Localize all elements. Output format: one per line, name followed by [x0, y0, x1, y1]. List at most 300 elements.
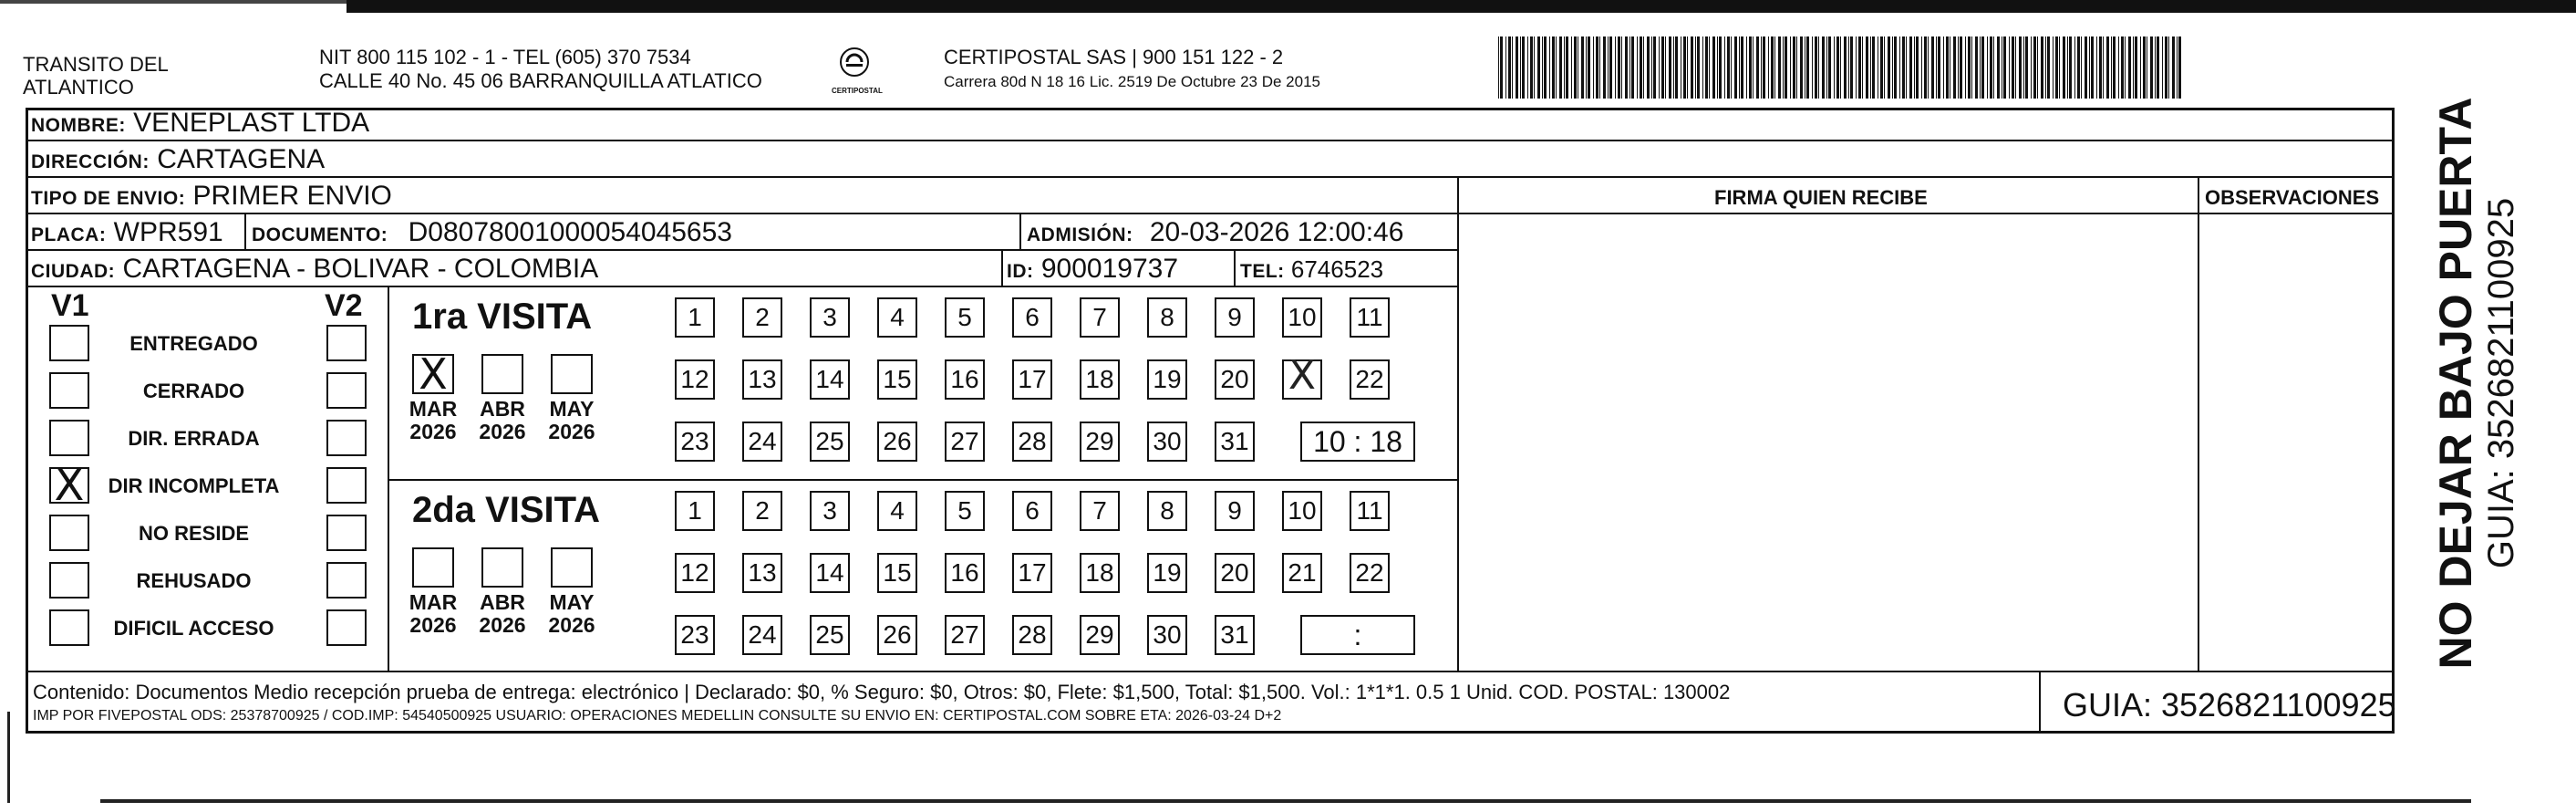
visit2-day-box[interactable]: 16	[945, 553, 985, 593]
barcode-bar	[1498, 36, 1499, 99]
barcode-bar	[2015, 36, 2016, 99]
placa-label: PLACA:	[31, 224, 107, 245]
divider-id	[1001, 249, 1003, 286]
visit1-day-box[interactable]: 13	[742, 359, 782, 400]
barcode-bar	[1862, 36, 1863, 99]
visit2-day-box[interactable]: 24	[742, 615, 782, 655]
id-label: ID:	[1007, 261, 1034, 282]
barcode-bar	[1790, 36, 1791, 99]
scan-edge-bottom	[100, 799, 2471, 803]
barcode-bar	[1836, 36, 1839, 99]
barcode-bar	[2165, 36, 2167, 99]
visit2-day-box[interactable]: 23	[675, 615, 715, 655]
visit2-day-box[interactable]: 1	[675, 491, 715, 531]
visit2-day-box[interactable]: 22	[1350, 553, 1390, 593]
barcode-bar	[1993, 36, 1994, 99]
visit2-day-box[interactable]: 27	[945, 615, 985, 655]
side-warning: NO DEJAR BAJO PUERTA	[2430, 97, 2481, 670]
divider-signature	[1457, 176, 1459, 671]
barcode-bar	[1826, 36, 1827, 99]
barcode-bar	[2023, 36, 2024, 99]
barcode-bar	[1669, 36, 1671, 99]
barcode-bar	[1717, 36, 1718, 99]
visit1-month-box[interactable]	[551, 354, 593, 394]
visit2-day-box[interactable]: 14	[810, 553, 850, 593]
barcode-bar	[2031, 36, 2032, 99]
visit2-month-label: MAY	[549, 590, 595, 614]
barcode-bar	[1822, 36, 1825, 99]
barcode-bar	[1665, 36, 1666, 99]
barcode-bar	[1800, 36, 1803, 99]
field-tel	[1240, 254, 1383, 287]
divider-status	[388, 286, 389, 671]
sender-address: CALLE 40 No. 45 06 BARRANQUILLA ATLATICO	[319, 69, 762, 92]
barcode-bar	[2111, 36, 2112, 99]
visit2-year-label: 2026	[479, 613, 526, 637]
visit1-day-box[interactable]: 23	[675, 422, 715, 462]
visit1-month-mark: X	[419, 349, 448, 399]
barcode-bar	[2099, 36, 2102, 99]
visit1-day-box[interactable]: 6	[1012, 297, 1052, 338]
barcode	[1498, 36, 2184, 99]
barcode-bar	[1756, 36, 1759, 99]
barcode-bar	[2019, 36, 2022, 99]
visit1-day-box[interactable]: 20	[1215, 359, 1255, 400]
barcode-bar	[1997, 36, 2000, 99]
direccion-label: DIRECCIÓN:	[31, 151, 150, 172]
tipo-envio-label: TIPO DE ENVIO:	[31, 188, 186, 209]
visit2-day-box[interactable]: 21	[1282, 553, 1322, 593]
visit2-day-box[interactable]: 26	[877, 615, 917, 655]
field-ciudad	[31, 254, 598, 287]
visit1-day-box[interactable]: 2	[742, 297, 782, 338]
visit1-day-box[interactable]: 18	[1080, 359, 1120, 400]
v2-header: V2	[325, 288, 363, 323]
divider-placa	[244, 213, 246, 249]
barcode-bar	[1586, 36, 1587, 99]
barcode-bar	[1559, 36, 1562, 99]
visit1-month-box[interactable]	[481, 354, 523, 394]
visit1-day-box[interactable]	[1282, 352, 1322, 400]
barcode-bar	[1643, 36, 1644, 99]
barcode-bar	[1834, 36, 1835, 99]
barcode-bar	[1653, 36, 1656, 99]
visit1-year-label: 2026	[548, 420, 595, 443]
status-v1-mark: X	[54, 460, 85, 511]
visit1-day-box[interactable]: 1	[675, 297, 715, 338]
visit1-day-box[interactable]: 25	[810, 422, 850, 462]
visit1-day-box[interactable]: 12	[675, 359, 715, 400]
tipo-envio-value: PRIMER ENVIO	[192, 181, 392, 211]
visit2-month-box[interactable]	[551, 547, 593, 588]
visit1-month-box[interactable]	[412, 349, 454, 399]
barcode-bar	[2055, 36, 2058, 99]
barcode-bar	[2025, 36, 2028, 99]
visit2-day-box[interactable]: 12	[675, 553, 715, 593]
barcode-bar	[1916, 36, 1919, 99]
visit2-day-box[interactable]: 10	[1282, 491, 1322, 531]
status-v2-checkbox[interactable]	[326, 372, 367, 409]
barcode-bar	[2172, 36, 2175, 99]
barcode-bar	[1858, 36, 1861, 99]
barcode-bar	[2106, 36, 2109, 99]
barcode-bar	[1520, 36, 1521, 99]
barcode-bar	[1629, 36, 1630, 99]
admision-label: ADMISIÓN:	[1027, 224, 1133, 245]
barcode-bar	[1746, 36, 1747, 99]
sender-nit: NIT 800 115 102 - 1 - TEL (605) 370 7534	[319, 46, 691, 68]
barcode-bar	[1793, 36, 1795, 99]
barcode-bar	[1958, 36, 1959, 99]
barcode-bar	[1593, 36, 1594, 99]
footer-guia: GUIA: 3526821100925	[2063, 686, 2396, 724]
visit2-day-box[interactable]: 31	[1215, 615, 1255, 655]
visit1-day-box[interactable]: 14	[810, 359, 850, 400]
barcode-bar	[1987, 36, 1988, 99]
visit2-day-box[interactable]: 6	[1012, 491, 1052, 531]
rule-visits	[388, 479, 1457, 481]
barcode-bar	[1931, 36, 1934, 99]
side-guia: GUIA: 3526821100925	[2481, 197, 2521, 569]
status-label: ENTREGADO	[129, 332, 258, 355]
barcode-bar	[1848, 36, 1849, 99]
barcode-bar	[1691, 36, 1693, 99]
barcode-bar	[1968, 36, 1971, 99]
visit1-month-label: MAY	[549, 397, 595, 421]
visit1-day-box[interactable]: 27	[945, 422, 985, 462]
barcode-bar	[1549, 36, 1550, 99]
barcode-bar	[1815, 36, 1817, 99]
barcode-bar	[1936, 36, 1937, 99]
barcode-bar	[1625, 36, 1628, 99]
barcode-bar	[1761, 36, 1762, 99]
barcode-bar	[1965, 36, 1966, 99]
visit2-day-box[interactable]: 19	[1147, 553, 1187, 593]
barcode-bar	[1731, 36, 1732, 99]
admision-value: 20-03-2026 12:00:46	[1149, 217, 1404, 247]
barcode-bar	[2045, 36, 2046, 99]
rule-direccion	[26, 176, 2395, 178]
barcode-bar	[1527, 36, 1528, 99]
visit2-day-box[interactable]: 9	[1215, 491, 1255, 531]
visit2-month-box[interactable]	[412, 547, 454, 588]
status-v2-checkbox[interactable]	[326, 562, 367, 599]
barcode-bar	[2157, 36, 2159, 99]
barcode-bar	[1938, 36, 1940, 99]
visit2-day-box[interactable]: 20	[1215, 553, 1255, 593]
barcode-bar	[1771, 36, 1774, 99]
visit2-month-label: MAR	[409, 590, 458, 614]
barcode-bar	[2041, 36, 2043, 99]
barcode-bar	[1806, 36, 1809, 99]
barcode-bar	[2155, 36, 2156, 99]
barcode-bar	[1818, 36, 1819, 99]
direccion-value: CARTAGENA	[157, 144, 326, 174]
barcode-bar	[1673, 36, 1674, 99]
barcode-bar	[2085, 36, 2087, 99]
scan-edge-left	[7, 712, 10, 803]
visit1-month-label: ABR	[480, 397, 525, 421]
barcode-bar	[1505, 36, 1506, 99]
field-direccion	[31, 144, 325, 178]
barcode-bar	[1828, 36, 1831, 99]
field-admision	[1027, 217, 1403, 251]
visit1-day-box[interactable]: 11	[1350, 297, 1390, 338]
status-v2-checkbox[interactable]	[326, 325, 367, 361]
barcode-bar	[1844, 36, 1847, 99]
barcode-bar	[1953, 36, 1956, 99]
barcode-bar	[1683, 36, 1686, 99]
field-tipo-envio	[31, 181, 392, 214]
barcode-bar	[1542, 36, 1543, 99]
barcode-bar	[1990, 36, 1992, 99]
barcode-bar	[2113, 36, 2116, 99]
barcode-bar	[2047, 36, 2050, 99]
visit1-time-box[interactable]: 10 : 18	[1300, 422, 1415, 462]
barcode-bar	[1971, 36, 1972, 99]
barcode-bar	[1603, 36, 1606, 99]
barcode-bar	[2074, 36, 2075, 99]
barcode-bar	[1856, 36, 1857, 99]
barcode-bar	[1675, 36, 1678, 99]
status-v2-checkbox[interactable]	[326, 515, 367, 551]
visit1-day-box[interactable]: 19	[1147, 359, 1187, 400]
visit1-day-box[interactable]: 10	[1282, 297, 1322, 338]
carrier-name: CERTIPOSTAL SAS | 900 151 122 - 2	[944, 46, 1284, 68]
barcode-bar	[1796, 36, 1797, 99]
barcode-bar	[1946, 36, 1949, 99]
scan-edge-top-left	[0, 0, 347, 4]
visit2-day-box[interactable]: 2	[742, 491, 782, 531]
barcode-bar	[1581, 36, 1584, 99]
ciudad-value: CARTAGENA - BOLIVAR - COLOMBIA	[122, 254, 599, 284]
barcode-bar	[2125, 36, 2126, 99]
barcode-bar	[1522, 36, 1525, 99]
visit1-day-box[interactable]: 7	[1080, 297, 1120, 338]
visit2-day-box[interactable]: 11	[1350, 491, 1390, 531]
barcode-bar	[1840, 36, 1841, 99]
visit2-year-label: 2026	[548, 613, 595, 637]
tel-label: TEL:	[1240, 261, 1285, 282]
visit1-day-box[interactable]: 16	[945, 359, 985, 400]
barcode-bar	[1727, 36, 1730, 99]
barcode-bar	[2081, 36, 2082, 99]
visit1-day-box[interactable]: 31	[1215, 422, 1255, 462]
barcode-bar	[1609, 36, 1612, 99]
barcode-bar	[1566, 36, 1568, 99]
placa-value: WPR591	[113, 217, 223, 247]
barcode-bar	[1812, 36, 1813, 99]
visit2-day-box[interactable]: 25	[810, 615, 850, 655]
visit2-day-box[interactable]: 7	[1080, 491, 1120, 531]
side-text	[2430, 98, 2521, 670]
barcode-bar	[1880, 36, 1883, 99]
status-v2-checkbox[interactable]	[326, 467, 367, 504]
barcode-bar	[1980, 36, 1981, 99]
barcode-bar	[2140, 36, 2141, 99]
visit2-time-box[interactable]: :	[1300, 615, 1415, 655]
visit1-day-box[interactable]: 22	[1350, 359, 1390, 400]
barcode-bar	[1618, 36, 1620, 99]
divider-tel	[1234, 249, 1236, 286]
barcode-bar	[1888, 36, 1890, 99]
barcode-bar	[1697, 36, 1700, 99]
visit2-day-box[interactable]: 5	[945, 491, 985, 531]
nombre-label: NOMBRE:	[31, 115, 126, 136]
barcode-bar	[2096, 36, 2097, 99]
barcode-bar	[2121, 36, 2124, 99]
documento-value: D08078001000054045653	[408, 217, 732, 247]
barcode-bar	[1884, 36, 1885, 99]
barcode-bar	[1739, 36, 1740, 99]
barcode-bar	[1872, 36, 1875, 99]
visit2-day-box[interactable]: 8	[1147, 491, 1187, 531]
barcode-bar	[2128, 36, 2131, 99]
barcode-bar	[2103, 36, 2104, 99]
status-v2-checkbox[interactable]	[326, 609, 367, 646]
visit1-year-label: 2026	[409, 420, 457, 443]
visit2-day-box[interactable]: 4	[877, 491, 917, 531]
barcode-bar	[1894, 36, 1897, 99]
visit2-title: 2da VISITA	[412, 490, 600, 530]
visit2-day-box[interactable]: 28	[1012, 615, 1052, 655]
barcode-bar	[1753, 36, 1754, 99]
barcode-bar	[2077, 36, 2080, 99]
barcode-bar	[1695, 36, 1696, 99]
footer-imp: IMP POR FIVEPOSTAL ODS: 25378700925 / COD.IMP: 54540500925 USUARIO: OPERACIONES MEDELLIN CONSULTE SU ENVIO EN: CERTIPOSTAL.COM SOBRE ETA: 2026-03-24 D+2	[33, 708, 1282, 724]
barcode-bar	[2168, 36, 2169, 99]
visit2-day-box[interactable]: 29	[1080, 615, 1120, 655]
barcode-bar	[1534, 36, 1535, 99]
visit1-day-box[interactable]: 15	[877, 359, 917, 400]
visit1-title: 1ra VISITA	[412, 297, 593, 337]
barcode-bar	[1924, 36, 1927, 99]
barcode-bar	[2177, 36, 2178, 99]
status-label: DIR. ERRADA	[128, 427, 260, 450]
visit1-day-box[interactable]: 24	[742, 422, 782, 462]
sender-line-2: ATLANTICO	[23, 76, 134, 99]
barcode-bar	[1608, 36, 1609, 99]
barcode-bar	[1651, 36, 1652, 99]
barcode-bar	[2037, 36, 2038, 99]
barcode-bar	[2133, 36, 2134, 99]
observaciones-header: OBSERVACIONES	[2205, 186, 2380, 209]
barcode-bar	[1778, 36, 1781, 99]
barcode-bar	[1516, 36, 1518, 99]
barcode-bar	[1574, 36, 1577, 99]
barcode-bar	[1556, 36, 1557, 99]
visit1-day-box[interactable]: 4	[877, 297, 917, 338]
barcode-bar	[1564, 36, 1565, 99]
barcode-bar	[1785, 36, 1787, 99]
barcode-bar	[1960, 36, 1962, 99]
visit1-day-box[interactable]: 3	[810, 297, 850, 338]
field-nombre	[31, 108, 369, 141]
barcode-bar	[1906, 36, 1907, 99]
barcode-bar	[1621, 36, 1622, 99]
barcode-bar	[1661, 36, 1664, 99]
barcode-bar	[1741, 36, 1743, 99]
barcode-bar	[1500, 36, 1503, 99]
barcode-bar	[1637, 36, 1638, 99]
barcode-bar	[2009, 36, 2010, 99]
visit1-day-box[interactable]: 29	[1080, 422, 1120, 462]
barcode-bar	[1719, 36, 1722, 99]
barcode-bar	[1659, 36, 1660, 99]
barcode-bar	[2053, 36, 2054, 99]
status-label: DIR INCOMPLETA	[108, 474, 280, 497]
visit1-day-box[interactable]: 28	[1012, 422, 1052, 462]
documento-label: DOCUMENTO:	[252, 224, 388, 245]
barcode-bar	[1508, 36, 1511, 99]
barcode-bar	[1768, 36, 1769, 99]
ciudad-label: CIUDAD:	[31, 261, 116, 282]
status-v2-checkbox[interactable]	[326, 420, 367, 456]
visit2-month-box[interactable]	[481, 547, 523, 588]
visit1-day-box[interactable]: 26	[877, 422, 917, 462]
footer-content: Contenido: Documentos Medio recepción prueba de entrega: electrónico | Declarado: $0, % Seguro: $0, Otros: $0, Flete: $1,500, Total: $1,500. Vol.: 1*1*1. 0.5 1 Unid. COD. POSTAL: 130002	[33, 681, 1731, 703]
certipostal-logo-icon	[832, 46, 883, 97]
visit1-day-box[interactable]: 30	[1147, 422, 1187, 462]
barcode-bar	[1870, 36, 1871, 99]
visit2-day-box[interactable]: 13	[742, 553, 782, 593]
field-placa	[31, 217, 223, 251]
divider-admision	[1019, 213, 1021, 249]
scan-edge-top	[347, 0, 2576, 13]
barcode-bar	[1928, 36, 1929, 99]
visit1-year-label: 2026	[479, 420, 526, 443]
visit2-day-box[interactable]: 17	[1012, 553, 1052, 593]
id-value: 900019737	[1040, 254, 1179, 284]
rule-right-header	[1457, 213, 2395, 214]
barcode-bar	[1774, 36, 1775, 99]
barcode-bar	[1512, 36, 1513, 99]
barcode-bar	[1596, 36, 1598, 99]
status-label: CERRADO	[142, 380, 245, 402]
visit1-day-box[interactable]: 17	[1012, 359, 1052, 400]
barcode-bar	[1687, 36, 1688, 99]
tel-value: 6746523	[1290, 255, 1384, 283]
barcode-bar	[1943, 36, 1944, 99]
barcode-bar	[2063, 36, 2065, 99]
rule-nombre	[26, 140, 2395, 141]
barcode-bar	[1749, 36, 1752, 99]
visit2-day-box[interactable]: 3	[810, 491, 850, 531]
visit1-day-box[interactable]: 5	[945, 297, 985, 338]
status-label: NO RESIDE	[138, 522, 250, 545]
firma-header: FIRMA QUIEN RECIBE	[1714, 186, 1928, 209]
barcode-bar	[2150, 36, 2153, 99]
field-id	[1007, 254, 1178, 287]
visit2-day-box[interactable]: 15	[877, 553, 917, 593]
status-label: DIFICIL ACCESO	[113, 617, 274, 640]
status-label: REHUSADO	[136, 569, 252, 592]
barcode-bar	[2135, 36, 2137, 99]
nombre-value: VENEPLAST LTDA	[133, 108, 370, 138]
visit2-day-box[interactable]: 30	[1147, 615, 1187, 655]
side-panel	[2407, 97, 2544, 670]
visit2-day-box[interactable]: 18	[1080, 553, 1120, 593]
barcode-bar	[1850, 36, 1853, 99]
barcode-bar	[1631, 36, 1634, 99]
visit1-month-label: MAR	[409, 397, 458, 421]
barcode-bar	[1734, 36, 1737, 99]
barcode-bar	[1599, 36, 1600, 99]
visit1-day-box[interactable]: 9	[1215, 297, 1255, 338]
barcode-bar	[2091, 36, 2094, 99]
visit1-day-box[interactable]: 8	[1147, 297, 1187, 338]
divider-guia	[2039, 671, 2041, 734]
